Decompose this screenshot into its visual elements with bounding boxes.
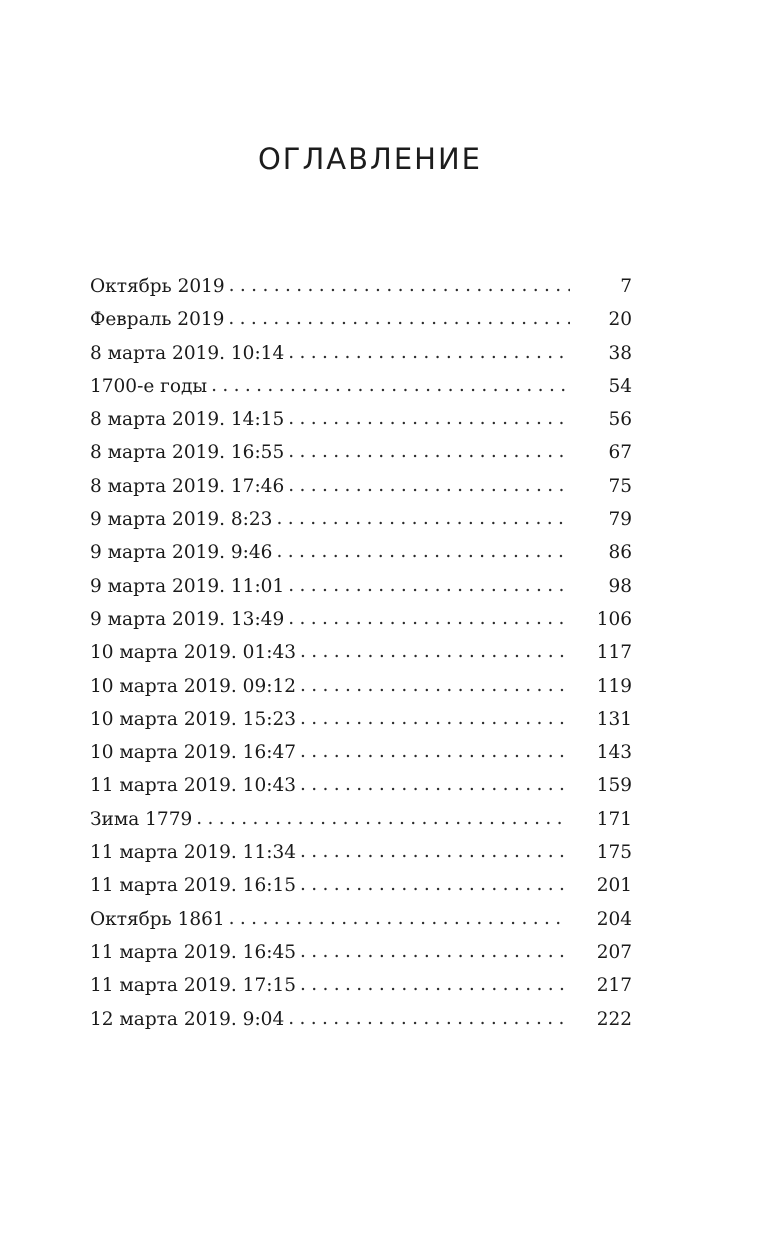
toc-entry-title: 8 марта 2019. 14:15 [90, 409, 285, 431]
dot-leader [288, 1002, 564, 1035]
toc-entry[interactable] [90, 903, 632, 936]
toc-entry-page: 143 [596, 742, 632, 764]
dot-leader [288, 435, 570, 468]
toc-entry-page: 119 [596, 675, 632, 697]
dot-leader [276, 502, 570, 535]
dot-leader [196, 802, 564, 835]
dot-leader [300, 968, 565, 1001]
toc-entry-page: 131 [596, 708, 632, 730]
dot-leader [276, 535, 570, 568]
toc-entry[interactable] [90, 503, 632, 536]
dot-leader [288, 602, 564, 635]
toc-entry-title: Зима 1779 [90, 808, 193, 830]
toc-entry-title: 1700-е годы [90, 375, 208, 397]
dot-leader [211, 369, 570, 402]
toc-entry[interactable] [90, 636, 632, 669]
toc-entry-title: 12 марта 2019. 9:04 [90, 1008, 285, 1030]
toc-entry-title: 10 марта 2019. 16:47 [90, 742, 296, 764]
toc-entry-page: 171 [596, 808, 632, 830]
toc-entry[interactable] [90, 570, 632, 603]
toc-entry-page: 67 [608, 442, 632, 464]
toc-entry[interactable] [90, 936, 632, 969]
toc-entry-page: 207 [596, 941, 632, 963]
dot-leader [288, 336, 570, 369]
toc-entry-page: 38 [608, 342, 632, 364]
dot-leader [229, 269, 570, 302]
toc-entry-title: 10 марта 2019. 01:43 [90, 642, 296, 664]
toc-entry[interactable] [90, 803, 632, 836]
toc-entry-title: 10 марта 2019. 15:23 [90, 708, 296, 730]
toc-entry[interactable] [90, 536, 632, 569]
toc-entry[interactable] [90, 603, 632, 636]
toc-entry-title: Октябрь 2019 [90, 276, 225, 297]
toc-entry[interactable] [90, 869, 632, 902]
toc-entry-page: 98 [608, 575, 632, 597]
dot-leader [300, 635, 565, 668]
toc-entry[interactable] [90, 736, 632, 769]
toc-entry[interactable] [90, 470, 632, 503]
toc-entry[interactable] [90, 403, 632, 436]
dot-leader [228, 302, 570, 335]
toc-entry-page: 56 [608, 409, 632, 431]
toc-entry-page: 20 [608, 309, 632, 331]
toc-entry[interactable] [90, 836, 632, 869]
toc-entry-title: 11 марта 2019. 10:43 [90, 775, 296, 797]
toc-entry-page: 175 [596, 842, 632, 864]
toc-entry-title: 9 марта 2019. 11:01 [90, 575, 285, 597]
toc-entry-page: 79 [608, 509, 632, 531]
dot-leader [300, 835, 565, 868]
toc-entry-title: Февраль 2019 [90, 309, 225, 331]
toc-entry-title: 11 марта 2019. 16:45 [90, 941, 296, 963]
toc-entry-title: 9 марта 2019. 9:46 [90, 542, 273, 564]
dot-leader [229, 902, 565, 935]
toc-entry-page: 7 [620, 276, 632, 297]
dot-leader [300, 702, 565, 735]
toc-entry-page: 106 [596, 608, 632, 630]
dot-leader [300, 935, 565, 968]
toc-entry[interactable] [90, 303, 632, 336]
toc-entry-title: 8 марта 2019. 10:14 [90, 342, 285, 364]
dot-leader [300, 868, 565, 901]
toc-entry-title: 8 марта 2019. 17:46 [90, 475, 285, 497]
toc-entry-title: 11 марта 2019. 11:34 [90, 842, 296, 864]
toc-entry-page: 86 [608, 542, 632, 564]
toc-entry-page: 201 [596, 875, 632, 897]
toc-entry[interactable] [90, 969, 632, 1002]
toc-entry-page: 159 [596, 775, 632, 797]
toc-entry[interactable] [90, 703, 632, 736]
toc-entry-page: 222 [596, 1008, 632, 1030]
toc-entry-title: 8 марта 2019. 16:55 [90, 442, 285, 464]
toc-entry-title: 10 марта 2019. 09:12 [90, 675, 296, 697]
toc-entry-title: Октябрь 1861 [90, 908, 225, 930]
dot-leader [300, 669, 565, 702]
toc-entry[interactable] [90, 370, 632, 403]
toc-entry-title: 9 марта 2019. 8:23 [90, 509, 273, 531]
toc-entry-title: 9 марта 2019. 13:49 [90, 608, 285, 630]
toc-entry[interactable] [90, 1003, 632, 1036]
dot-leader [300, 768, 565, 801]
dot-leader [288, 402, 570, 435]
toc-entry-title: 11 марта 2019. 17:15 [90, 975, 296, 997]
toc-entry-page: 54 [608, 375, 632, 397]
table-of-contents [90, 270, 632, 1036]
toc-entry-title: 11 марта 2019. 16:15 [90, 875, 296, 897]
dot-leader [288, 569, 570, 602]
toc-entry[interactable] [90, 337, 632, 370]
toc-entry-page: 117 [596, 642, 632, 664]
toc-entry-page: 204 [596, 908, 632, 930]
dot-leader [300, 735, 565, 768]
toc-entry[interactable] [90, 270, 632, 303]
toc-entry[interactable] [90, 436, 632, 469]
toc-entry[interactable] [90, 769, 632, 802]
toc-entry-page: 217 [596, 975, 632, 997]
page-title: ОГЛАВЛЕНИЕ [257, 142, 482, 176]
toc-entry[interactable] [90, 670, 632, 703]
dot-leader [288, 469, 570, 502]
toc-entry-page: 75 [608, 475, 632, 497]
